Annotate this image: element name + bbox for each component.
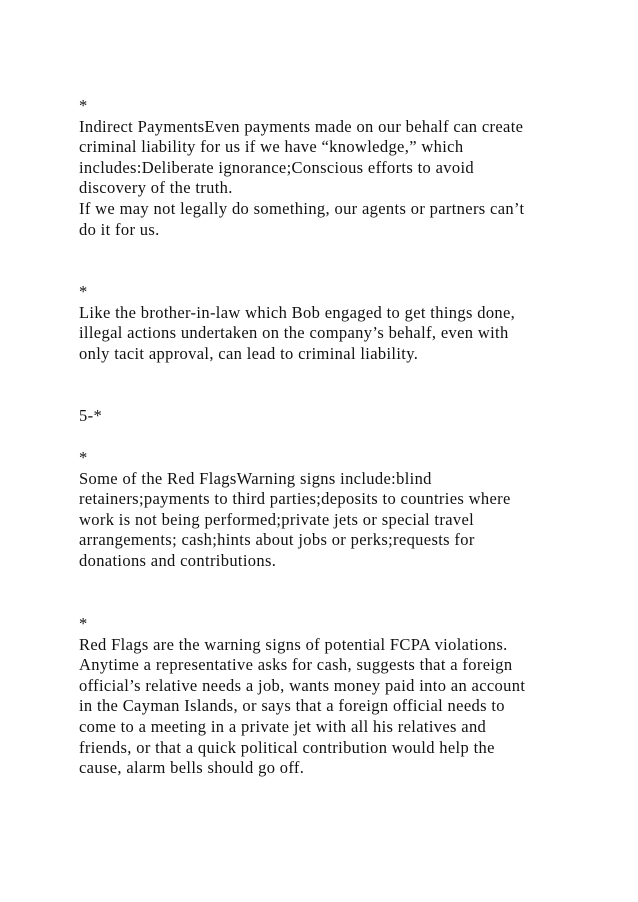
indirect-payments-paragraph: * Indirect PaymentsEven payments made on our behalf can create criminal liability for us if we have “knowledge,” which includes:Deliberate ignorance;Conscious efforts to avoid discovery of the truth. If we may not legally do something, our agents or partners can’t do it for us. bbox=[79, 96, 525, 239]
slide-number-label: 5-* bbox=[79, 406, 103, 425]
red-flags-explanation-paragraph: * Red Flags are the warning signs of potential FCPA violations. Anytime a representative asks for cash, suggests that a foreign official’s relative needs a job, wants money paid into an account in the Cayman Islands, or says that a foreign official needs to come to a meeting in a private jet with all his relatives and friends, or that a quick political contribution would help the cause, alarm bells should go off. bbox=[79, 614, 526, 778]
red-flags-list-paragraph: * Some of the Red FlagsWarning signs include:blind retainers;payments to third parties;deposits to countries where work is not being performed;private jets or special travel arrangements; cash;hints about jobs or perks;requests for donations and contributions. bbox=[79, 448, 511, 570]
brother-in-law-paragraph: * Like the brother-in-law which Bob engaged to get things done, illegal actions undertaken on the company’s behalf, even with only tacit approval, can lead to criminal liability. bbox=[79, 282, 516, 363]
